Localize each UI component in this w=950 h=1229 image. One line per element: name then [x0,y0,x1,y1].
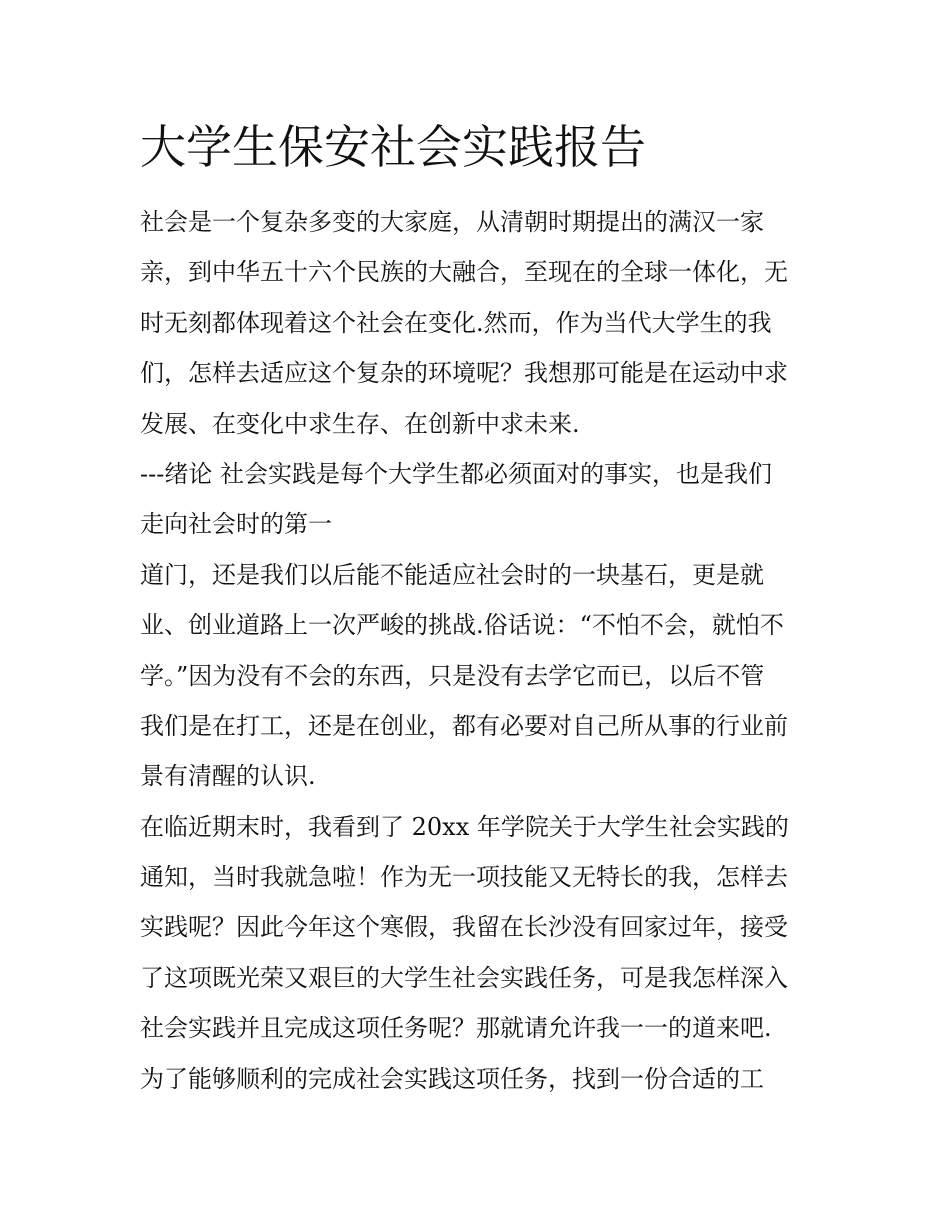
text-line: 们，怎样去适应这个复杂的环境呢？我想那可能是在运动中求 [140,359,788,388]
text-line: 社会是一个复杂多变的大家庭，从清朝时期提出的满汉一家 [140,208,764,236]
text-line: 道门，还是我们以后能不能适应社会时的一块基石，更是就 [140,560,764,589]
text-line: 学。”因为没有不会的东西，只是没有去学它而已，以后不管 [140,661,765,690]
text-line: 社会实践并且完成这项任务呢？那就请允许我一一的道来吧. [140,1014,772,1043]
text-line: 通知，当时我就急啦！作为无一项技能又无特长的我，怎样去 [140,863,788,892]
text-line: 为了能够顺利的完成社会实践这项任务，找到一份合适的工 [140,1064,764,1093]
text-line: 在临近期末时，我看到了 20xx 年学院关于大学生社会实践的 [140,812,789,841]
page-title: 大学生保安社会实践报告 [140,120,646,174]
text-line: 亲，到中华五十六个民族的大融合，至现在的全球一体化，无 [140,258,788,287]
text-line: 走向社会时的第一 [140,510,332,539]
text-line: 发展、在变化中求生存、在创新中求未来. [140,409,580,438]
text-line: 景有清醒的认识. [140,762,316,791]
text-line: 业、创业道路上一次严峻的挑战.俗话说：“不怕不会，就怕不 [140,611,784,640]
text-line: 我们是在打工，还是在创业，都有必要对自己所从事的行业前 [140,711,788,740]
text-line: 实践呢？因此今年这个寒假，我留在长沙没有回家过年，接受 [140,913,788,942]
text-line: ---绪论 社会实践是每个大学生都必须面对的事实，也是我们 [140,459,772,488]
document-body [140,197,820,1104]
text-line: 了这项既光荣又艰巨的大学生社会实践任务，可是我怎样深入 [140,963,788,992]
text-line: 时无刻都体现着这个社会在变化.然而，作为当代大学生的我 [140,308,772,337]
